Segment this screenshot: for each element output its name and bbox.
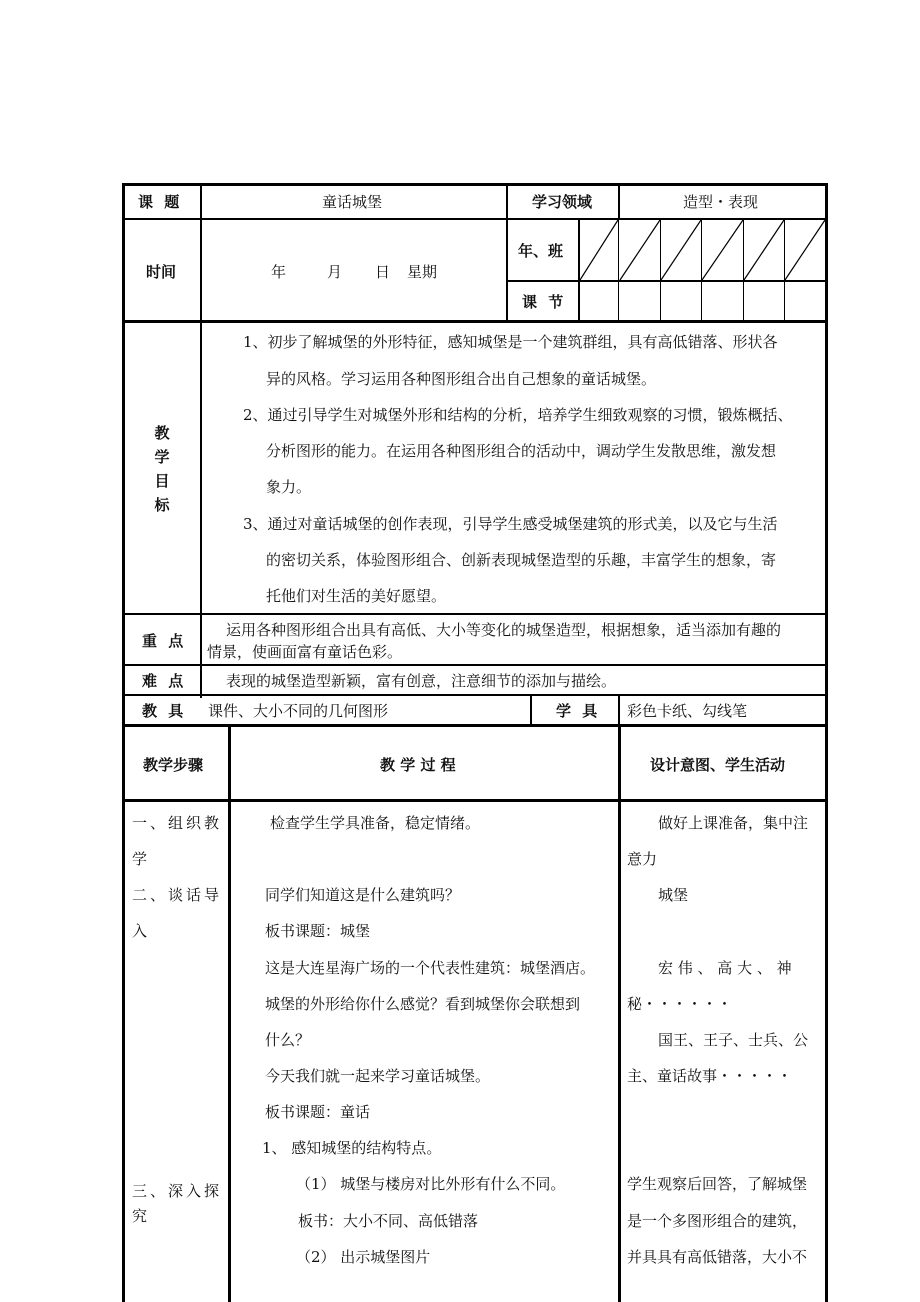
goal-line: 3、通过对童话城堡的创作表现，引导学生感受城堡建筑的形式美，以及它与生活 [243,515,778,533]
process-line: 板书：大小不同、高低错落 [298,1212,479,1230]
process-line: （2） 出示城堡图片 [296,1248,431,1266]
difficulty-text: 表现的城堡造型新颖，富有创意，注意细节的添加与描绘。 [226,672,617,690]
process-line: 检查学生学具准备，稳定情绪。 [270,814,481,832]
key-point-line: 情景，使画面富有童话色彩。 [207,643,403,661]
design-line: 城堡 [658,886,689,904]
goals-label-char: 教 [154,424,170,442]
goal-line: 异的风格。学习运用各种图形组合出自己想象的童话城堡。 [266,370,657,388]
design-line: 是一个多图形组合的建筑， [627,1212,808,1230]
topic-value: 童话城堡 [322,193,383,211]
step-line: 二、谈话导 [132,886,223,904]
design-line: 学生观察后回答，了解城堡 [627,1175,808,1193]
process-line: 1、 感知城堡的结构特点。 [262,1139,442,1157]
goals-label-char: 目 [154,472,170,490]
key-point-line: 运用各种图形组合出具有高低、大小等变化的城堡造型，根据想象，适当添加有趣的 [226,621,782,639]
design-line: 并具具有高低错落，大小不 [627,1248,808,1266]
step-line: 学 [132,850,148,868]
process-line: 什么？ [265,1031,311,1049]
design-line: 宏 伟 、 高 大 、 神 [658,959,792,977]
process-header: 教 学 过 程 [380,756,456,774]
design-line: 秘・・・・・・ [627,995,733,1013]
time-label: 时间 [146,263,177,281]
goals-label-char: 学 [154,448,170,466]
process-line: 这是大连星海广场的一个代表性建筑：城堡酒店。 [265,959,596,977]
process-line: 板书课题：童话 [265,1103,371,1121]
goals-label [152,421,172,517]
teacher-tools-label: 教 具 [142,702,187,720]
date-month: 月 [327,263,343,281]
process-line: 城堡的外形给你什么感觉？看到城堡你会联想到 [265,995,581,1013]
design-line: 做好上课准备，集中注 [658,814,809,832]
student-tools-label: 学 具 [556,702,601,720]
teacher-tools-value: 课件、大小不同的几何图形 [208,702,389,720]
process-line: （1） 城堡与楼房对比外形有什么不同。 [296,1175,566,1193]
goal-line: 分析图形的能力。在运用各种图形组合的活动中，调动学生发散思维，激发想 [266,442,777,460]
steps-header: 教学步骤 [143,756,204,774]
domain-value: 造型・表现 [683,193,759,211]
topic-label: 课 题 [138,193,183,211]
date-year: 年 [271,263,287,281]
goal-line: 的密切关系，体验图形组合、创新表现城堡造型的乐趣，丰富学生的想象，寄 [266,551,777,569]
goal-line: 托他们对生活的美好愿望。 [266,587,447,605]
process-line: 今天我们就一起来学习童话城堡。 [265,1067,491,1085]
goal-line: 象力。 [266,478,312,496]
process-line: 板书课题：城堡 [265,922,371,940]
student-tools-value: 彩色卡纸、勾线笔 [627,702,748,720]
design-line: 意力 [627,850,658,868]
goals-label-char: 标 [154,496,170,514]
process-line: 同学们知道这是什么建筑吗？ [265,886,461,904]
step-line: 入 [132,922,148,940]
goal-line: 1、初步了解城堡的外形特征，感知城堡是一个建筑群组，具有高低错落、形状各 [243,333,778,351]
goal-line: 2、通过引导学生对城堡外形和结构的分析，培养学生细致观察的习惯，锻炼概括、 [243,406,793,424]
date-weekday: 星期 [407,263,438,281]
step-line: 究 [132,1207,148,1225]
period-label: 课 节 [522,293,567,311]
key-point-label: 重 点 [142,632,187,650]
date-day: 日 [375,263,391,281]
difficulty-label: 难 点 [142,672,187,690]
design-line: 国王、王子、士兵、公 [658,1031,809,1049]
domain-label: 学习领域 [532,193,593,211]
step-line: 三、深入探 [132,1182,223,1200]
design-header: 设计意图、学生活动 [650,756,786,774]
class-label: 年、班 [518,242,564,260]
step-line: 一、组织教 [132,814,223,832]
design-line: 主、童话故事・・・・・ [627,1067,793,1085]
